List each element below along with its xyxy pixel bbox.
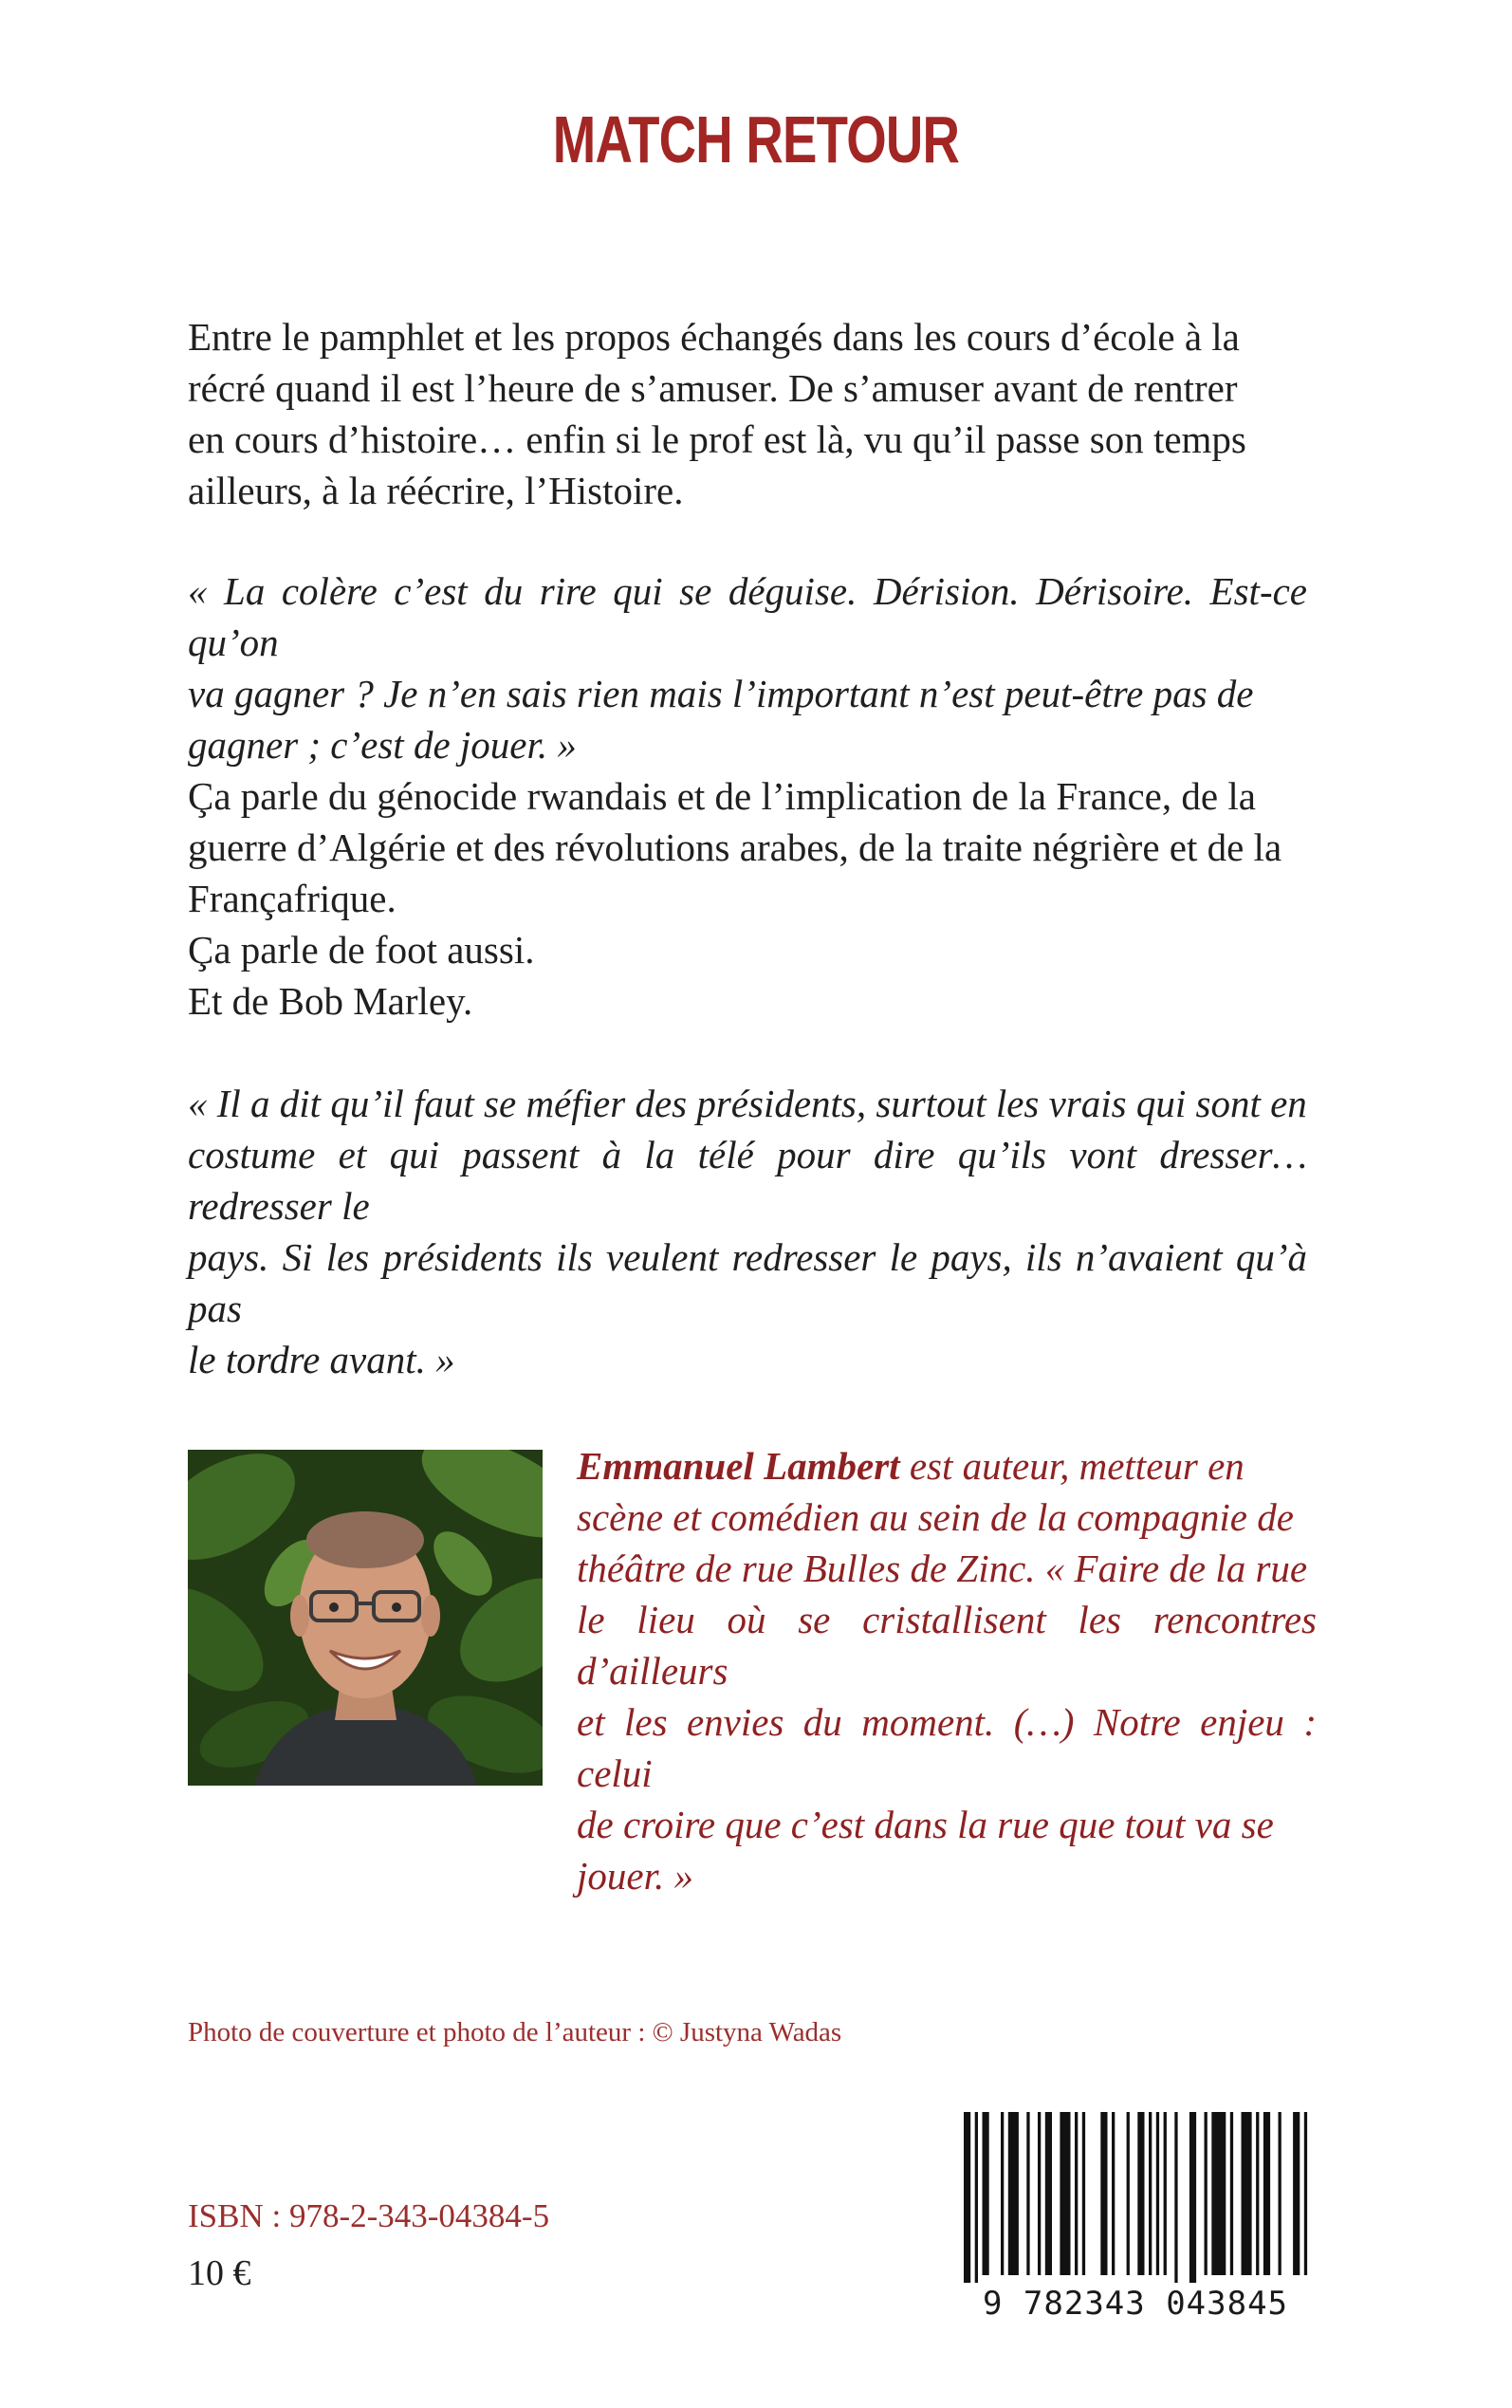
text-line: guerre d’Algérie et des révolutions arabes, de la traite négrière et de la [188, 825, 1282, 869]
bio-line: de croire que c’est dans la rue que tout va se [577, 1803, 1274, 1846]
bio-line: le lieu où se cristallisent les rencontres d’ailleurs [577, 1598, 1317, 1693]
bio-line: scène et comédien au sein de la compagnie de [577, 1495, 1294, 1539]
book-title: MATCH RETOUR [552, 102, 960, 176]
barcode-bar [1230, 2112, 1233, 2275]
barcode-bar [1149, 2112, 1152, 2275]
author-bio [577, 1440, 1317, 1901]
photo-credit: Photo de couverture et photo de l’auteur : © Justyna Wadas [188, 2017, 842, 2047]
text-line: « Il a dit qu’il faut se méfier des présidents, surtout les vrais qui sont en [188, 1082, 1307, 1125]
barcode-bars [958, 2112, 1313, 2283]
barcode-bar [1256, 2112, 1259, 2275]
barcode-bar [1304, 2112, 1307, 2275]
author-portrait-illustration [188, 1450, 543, 1786]
barcode-bar [1263, 2112, 1270, 2275]
blurb-paragraph-2 [188, 770, 1307, 1027]
barcode-bar [975, 2112, 978, 2283]
barcode-bar [1008, 2112, 1019, 2275]
barcode-bar [1100, 2112, 1107, 2275]
bio-first-line [577, 1440, 1317, 1491]
text-line: gagner ; c’est de jouer. » [188, 723, 577, 767]
barcode-bar [1189, 2112, 1196, 2283]
blurb-quote-2 [188, 1078, 1307, 1385]
text-line: pays. Si les présidents ils veulent redresser le pays, ils n’avaient qu’à pas [188, 1235, 1307, 1330]
bio-line: jouer. » [577, 1854, 693, 1898]
barcode-bar [1001, 2112, 1004, 2275]
blurb-paragraph-1 [188, 311, 1307, 516]
barcode-bar [1211, 2112, 1226, 2275]
barcode-bar [1137, 2112, 1144, 2275]
bio-text: est auteur, metteur en [899, 1444, 1245, 1488]
barcode-bar [1026, 2112, 1029, 2275]
barcode-bar [1164, 2112, 1167, 2275]
barcode-bar [1156, 2112, 1159, 2275]
barcode-bar [1242, 2112, 1252, 2275]
text-line: Ça parle du génocide rwandais et de l’implication de la France, de la [188, 774, 1256, 818]
text-line: en cours d’histoire… enfin si le prof est là, vu qu’il passe son temps [188, 417, 1246, 461]
text-line: Françafrique. [188, 877, 396, 920]
barcode-bar [1174, 2112, 1177, 2283]
blurb-quote-1 [188, 565, 1307, 770]
barcode-bar [964, 2112, 970, 2283]
text-line: va gagner ? Je n’en sais rien mais l’important n’est peut-être pas de [188, 672, 1254, 715]
text-line: Entre le pamphlet et les propos échangés dans les cours d’école à la [188, 315, 1240, 359]
barcode [958, 2112, 1313, 2340]
barcode-bar [1045, 2112, 1052, 2275]
barcode-bar [1082, 2112, 1085, 2275]
text-line: le tordre avant. » [188, 1338, 455, 1381]
author-photo [188, 1450, 543, 1786]
text-line: « La colère c’est du rire qui se déguise. Dérision. Dérisoire. Est-ce qu’on [188, 569, 1307, 664]
text-line: Ça parle de foot aussi. [188, 928, 535, 972]
price: 10 € [188, 2253, 251, 2293]
barcode-bar [1075, 2112, 1078, 2275]
barcode-bar [1127, 2112, 1130, 2275]
text-line: costume et qui passent à la télé pour dire qu’ils vont dresser… redresser le [188, 1133, 1307, 1228]
text-line: récré quand il est l’heure de s’amuser. De s’amuser avant de rentrer [188, 366, 1238, 410]
barcode-bar [1038, 2112, 1041, 2275]
barcode-bar [983, 2112, 989, 2275]
isbn: ISBN : 978-2-343-04384-5 [188, 2197, 550, 2234]
text-line: ailleurs, à la réécrire, l’Histoire. [188, 469, 684, 512]
barcode-digits: 9 782343 043845 [982, 2285, 1289, 2323]
text-line: Et de Bob Marley. [188, 979, 473, 1023]
author-name: Emmanuel Lambert [577, 1444, 900, 1488]
barcode-bar [1293, 2112, 1300, 2275]
bio-line: théâtre de rue Bulles de Zinc. « Faire de la rue [577, 1547, 1308, 1590]
barcode-bar [1112, 2112, 1115, 2275]
bio-line: et les envies du moment. (…) Notre enjeu : celui [577, 1700, 1317, 1795]
barcode-bar [1060, 2112, 1070, 2275]
barcode-bar [1279, 2112, 1282, 2275]
barcode-bar [1205, 2112, 1208, 2275]
